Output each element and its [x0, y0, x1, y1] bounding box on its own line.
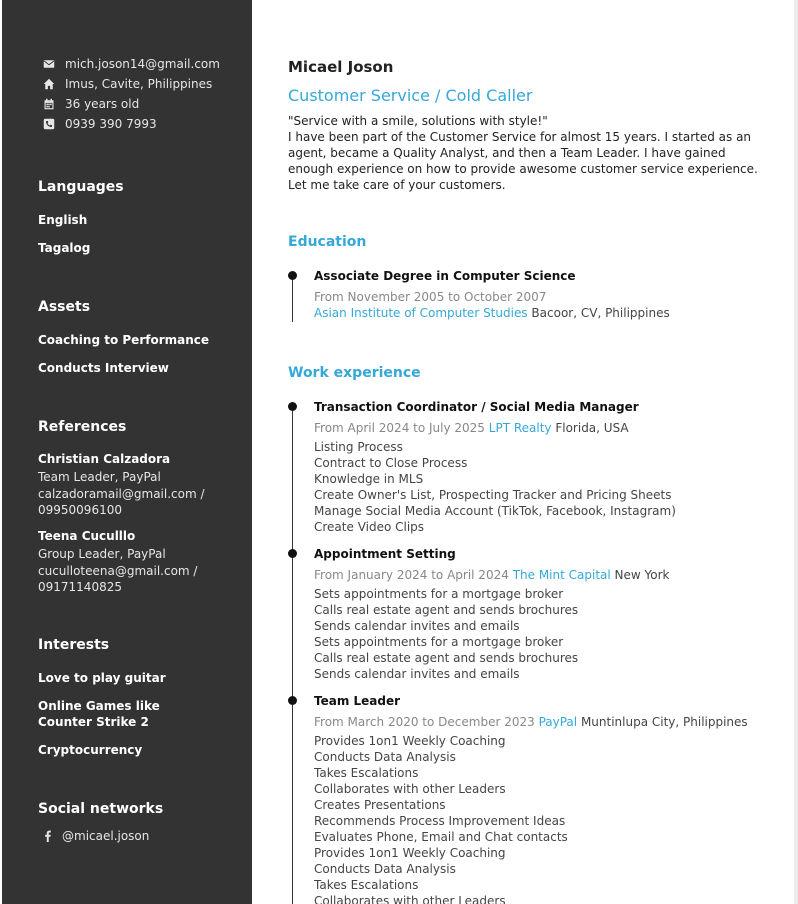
- education-title: Associate Degree in Computer Science: [314, 269, 576, 283]
- facebook-handle: @micael.joson: [62, 829, 150, 843]
- tagline: "Service with a smile, solutions with style!": [288, 114, 548, 128]
- summary-text: I have been part of the Customer Service for almost 15 years. I started as an agent, became a Quality Analyst, and then a Team Leader. I have gained enough experience on how to provide awesome customer service experience. Let me take care of your customers.: [288, 130, 758, 192]
- facebook-link[interactable]: [42, 829, 149, 843]
- location-text: Imus, Cavite, Philippines: [65, 77, 213, 91]
- duty-item: Sets appointments for a mortgage broker: [314, 635, 564, 649]
- candidate-role: Customer Service / Cold Caller: [288, 86, 533, 105]
- job-location: Muntinlupa City, Philippines: [580, 715, 748, 729]
- interest-item: Cryptocurrency: [38, 743, 143, 757]
- duty-item: Contract to Close Process: [314, 456, 468, 470]
- job-title: Team Leader: [314, 694, 401, 708]
- education-dates: From November 2005 to October 2007: [314, 290, 547, 304]
- job-location: New York: [614, 568, 670, 582]
- reference-name: Christian Calzadora: [38, 452, 171, 466]
- summary: [288, 113, 758, 193]
- duty-item: Sends calendar invites and emails: [314, 619, 520, 633]
- calendar-icon: [42, 97, 56, 111]
- duty-item: Knowledge in MLS: [314, 472, 424, 486]
- duty-item: Takes Escalations: [314, 878, 419, 892]
- languages-heading: Languages: [38, 179, 124, 195]
- work-heading: Work experience: [288, 365, 421, 381]
- duty-item: Takes Escalations: [314, 766, 419, 780]
- job-dates: From April 2024 to July 2025: [314, 421, 485, 435]
- job-duties: [314, 586, 578, 682]
- contact-email[interactable]: [42, 57, 220, 71]
- social-heading: Social networks: [38, 801, 164, 817]
- age-text: 36 years old: [65, 97, 140, 111]
- assets-heading: Assets: [38, 299, 91, 315]
- email-text: mich.joson14@gmail.com: [65, 57, 220, 71]
- contact-age: [42, 97, 139, 111]
- contact-phone[interactable]: [42, 117, 157, 131]
- duty-item: Conducts Data Analysis: [314, 862, 456, 876]
- duty-item: Manage Social Media Account (TikTok, Facebook, Instagram): [314, 504, 676, 518]
- reference-name: Teena Cuculllo: [38, 529, 136, 543]
- job-dates: From January 2024 to April 2024: [314, 568, 509, 582]
- job-meta: [314, 715, 748, 729]
- job-title: Transaction Coordinator / Social Media Manager: [314, 400, 639, 414]
- duty-item: Calls real estate agent and sends brochures: [314, 603, 579, 617]
- duty-item: Calls real estate agent and sends brochures: [314, 651, 579, 665]
- job-company[interactable]: The Mint Capital: [512, 568, 611, 582]
- language-item: Tagalog: [38, 241, 91, 255]
- asset-item: Coaching to Performance: [38, 333, 210, 347]
- duty-item: Collaborates with other Leaders: [314, 894, 506, 904]
- home-icon: [42, 77, 56, 91]
- asset-item: Conducts Interview: [38, 361, 169, 375]
- work-timeline: [292, 403, 293, 904]
- timeline-dot: [288, 402, 297, 411]
- job-location: Florida, USA: [555, 421, 629, 435]
- job-duties: [314, 733, 568, 904]
- page-edge: [794, 0, 798, 904]
- reference-contact: cuculloteena@gmail.com / 09171140825: [38, 564, 198, 594]
- education-heading: Education: [288, 234, 367, 250]
- job-company[interactable]: PayPal: [538, 715, 578, 729]
- contact-location: [42, 77, 212, 91]
- duty-item: Evaluates Phone, Email and Chat contacts: [314, 830, 568, 844]
- duty-item: Sends calendar invites and emails: [314, 667, 520, 681]
- duty-item: Create Owner's List, Prospecting Tracker and Pricing Sheets: [314, 488, 672, 502]
- interests-heading: Interests: [38, 637, 110, 653]
- references-heading: References: [38, 419, 127, 435]
- duty-item: Create Video Clips: [314, 520, 425, 534]
- reference-role: Group Leader, PayPal: [38, 547, 166, 561]
- job-duties: [314, 439, 676, 535]
- interest-item: Love to play guitar: [38, 671, 166, 685]
- job-meta: [314, 421, 629, 435]
- sidebar: [2, 0, 252, 904]
- job-title: Appointment Setting: [314, 547, 456, 561]
- timeline-dot: [288, 271, 297, 280]
- education-school[interactable]: Asian Institute of Computer Studies: [314, 306, 528, 320]
- facebook-icon: [42, 830, 54, 842]
- duty-item: Conducts Data Analysis: [314, 750, 456, 764]
- phone-text: 0939 390 7993: [65, 117, 157, 131]
- candidate-name: Micael Joson: [288, 58, 394, 76]
- duty-item: Sets appointments for a mortgage broker: [314, 587, 564, 601]
- reference-role: Team Leader, PayPal: [38, 470, 161, 484]
- duty-item: Creates Presentations: [314, 798, 446, 812]
- duty-item: Recommends Process Improvement Ideas: [314, 814, 566, 828]
- education-location: Bacoor, CV, Philippines: [531, 306, 670, 320]
- timeline-dot: [288, 549, 297, 558]
- job-dates: From March 2020 to December 2023: [314, 715, 535, 729]
- duty-item: Listing Process: [314, 440, 403, 454]
- reference-contact: calzadoramail@gmail.com / 09950096100: [38, 487, 205, 517]
- interest-item: Online Games like Counter Strike 2: [38, 699, 160, 729]
- job-company[interactable]: LPT Realty: [488, 421, 552, 435]
- language-item: English: [38, 213, 88, 227]
- duty-item: Provides 1on1 Weekly Coaching: [314, 846, 506, 860]
- phone-icon: [42, 117, 56, 131]
- duty-item: Collaborates with other Leaders: [314, 782, 506, 796]
- timeline-dot: [288, 696, 297, 705]
- duty-item: Provides 1on1 Weekly Coaching: [314, 734, 506, 748]
- envelope-icon: [42, 57, 56, 71]
- education-school-line: [314, 306, 670, 320]
- job-meta: [314, 568, 670, 582]
